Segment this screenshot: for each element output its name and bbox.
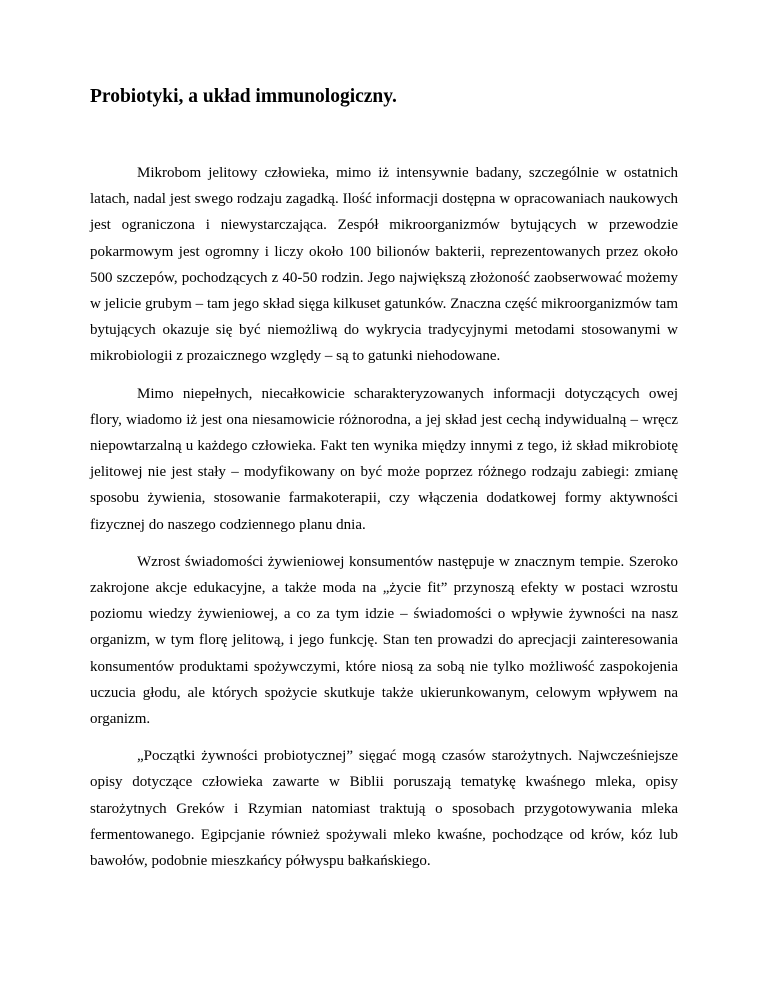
document-body xyxy=(90,160,678,885)
paragraph-consumer-awareness: Wzrost świadomości żywieniowej konsumentów następuje w znacznym tempie. Szeroko zakrojone akcje edukacyjne, a także moda na „życie fit” przynoszą efekty w postaci wzrostu poziomu wiedzy żywieniowej, a co za tym idzie – świadomości o wpływie żywności na nasz organizm, w tym florę jelitową, i jego funkcję. Stan ten prowadzi do aprecjacji zainteresowania konsumentów produktami spożywczymi, które niosą za sobą nie tylko możliwość zaspokojenia uczucia głodu, ale których spożycie skutkuje także ukierunkowanym, celowym wpływem na organizm. xyxy=(90,553,678,728)
paragraph-microbiome: Mikrobom jelitowy człowieka, mimo iż intensywnie badany, szczególnie w ostatnich latach, nadal jest swego rodzaju zagadką. Ilość informacji dostępna w opracowaniach naukowych jest ograniczona i niewystarczająca. Zespół mikroorganizmów bytujących w przewodzie pokarmowym jest ogromny i liczy około 100 bilionów bakterii, reprezentowanych przez około 500 szczepów, pochodzących z 40-50 rodzin. Jego największą złożoność zaobserwować możemy w jelicie grubym – tam jego skład sięga kilkuset gatunków. Znaczna część mikroorganizmów tam bytujących okazuje się być niemożliwą do wykrycia tradycyjnymi metodami stosowanymi w mikrobiologii z prozaicznego względy – są to gatunki niehodowane. xyxy=(90,165,678,365)
paragraph-flora-diversity: Mimo niepełnych, niecałkowicie scharakteryzowanych informacji dotyczących owej flory, wiadomo iż jest ona niesamowicie różnorodna, a jej skład jest cechą indywidualną – wręcz niepowtarzalną u każdego człowieka. Fakt ten wynika między innymi z tego, iż skład mikrobiotę jelitowej nie jest stały – modyfikowany on być może poprzez różnego rodzaju zabiegi: zmianę sposobu żywienia, stosowanie farmakoterapii, czy włączenia dodatkowej formy aktywności fizycznej do naszego codziennego planu dnia. xyxy=(90,385,678,533)
paragraph-probiotic-history: „Początki żywności probiotycznej” sięgać mogą czasów starożytnych. Najwcześniejsze opisy dotyczące człowieka zawarte w Biblii poruszają tematykę kwaśnego mleka, opisy starożytnych Greków i Rzymian natomiast traktują o sposobach przygotowywania mleka fermentowanego. Egipcjanie również spożywali mleko kwaśne, pochodzące od krów, kóz lub bawołów, podobnie mieszkańcy półwyspu bałkańskiego. xyxy=(90,748,678,870)
document-title: Probiotyki, a układ immunologiczny. xyxy=(90,86,397,107)
